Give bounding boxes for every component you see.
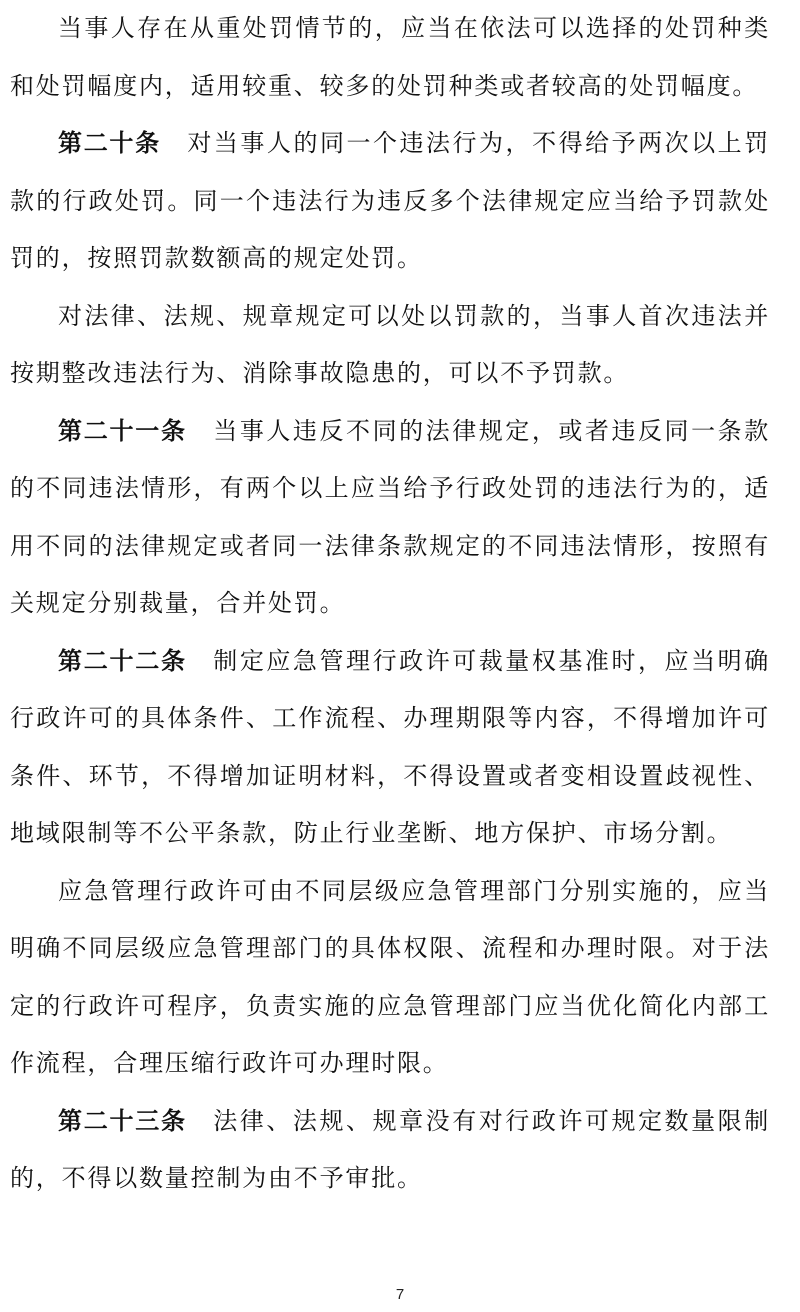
paragraph-penalty-aggravating <box>10 0 770 115</box>
paragraph-text: 当事人存在从重处罚情节的，应当在依法可以选择的处罚种类和处罚幅度内，适用较重、较多的处罚种类或者较高的处罚幅度。 <box>10 14 770 100</box>
body-text <box>10 0 770 1208</box>
page-number: 7 <box>395 1286 405 1303</box>
article-number: 第二十二条 <box>58 646 187 675</box>
article-number: 第二十三条 <box>58 1106 187 1135</box>
paragraph-article-22 <box>10 633 770 863</box>
paragraph-text: 对当事人的同一个违法行为，不得给予两次以上罚款的行政处罚。同一个违法行为违反多个法律规定应当给予罚款处罚的，按照罚款数额高的规定处罚。 <box>10 129 770 272</box>
paragraph-article-20 <box>10 115 770 288</box>
article-number: 第二十一条 <box>58 416 187 445</box>
paragraph-text: 法律、法规、规章没有对行政许可规定数量限制的，不得以数量控制为由不予审批。 <box>10 1106 770 1192</box>
paragraph-first-offense <box>10 288 770 403</box>
paragraph-text: 应急管理行政许可由不同层级应急管理部门分别实施的，应当明确不同层级应急管理部门的具体权限、流程和办理时限。对于法定的行政许可程序，负责实施的应急管理部门应当优化简化内部工作流程，合理压缩行政许可办理时限。 <box>10 876 770 1077</box>
paragraph-article-23 <box>10 1093 770 1208</box>
paragraph-text: 对法律、法规、规章规定可以处以罚款的，当事人首次违法并按期整改违法行为、消除事故隐患的，可以不予罚款。 <box>10 301 770 387</box>
paragraph-article-21 <box>10 403 770 633</box>
article-number: 第二十条 <box>58 129 161 157</box>
paragraph-text: 当事人违反不同的法律规定，或者违反同一条款的不同违法情形，有两个以上应当给予行政处罚的违法行为的，适用不同的法律规定或者同一法律条款规定的不同违法情形，按照有关规定分别裁量，合并处罚。 <box>10 416 770 617</box>
paragraph-permit-levels <box>10 863 770 1093</box>
paragraph-text: 制定应急管理行政许可裁量权基准时，应当明确行政许可的具体条件、工作流程、办理期限等内容，不得增加许可条件、环节，不得增加证明材料，不得设置或者变相设置歧视性、地域限制等不公平条款，防止行业垄断、地方保护、市场分割。 <box>10 646 770 847</box>
